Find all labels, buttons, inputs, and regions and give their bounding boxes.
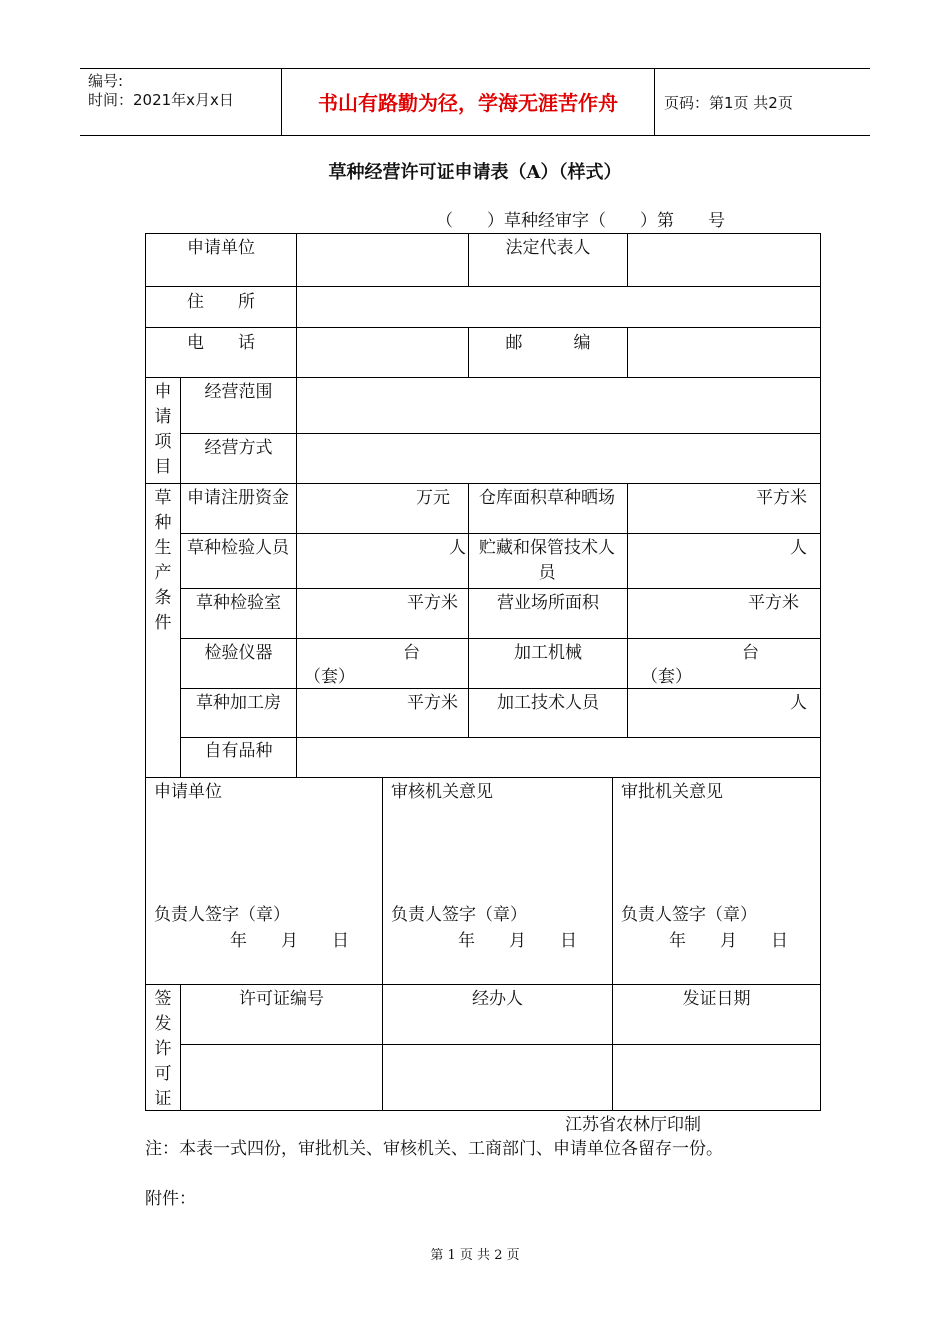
storage-staff-unit: 人 bbox=[790, 538, 807, 558]
own-varieties-label: 自有品种 bbox=[204, 741, 273, 761]
approval-date-line: 年 月 日 bbox=[669, 931, 788, 951]
handler-header: 经办人 bbox=[472, 989, 523, 1009]
opinion-approval-heading: 审批机关意见 bbox=[621, 782, 723, 802]
warehouse-label: 仓库面积草种晒场 bbox=[479, 488, 615, 508]
business-area-unit: 平方米 bbox=[748, 593, 799, 613]
form-note: 注：本表一式四份，审批机关、审核机关、工商部门、申请单位各留存一份。 bbox=[145, 1139, 723, 1159]
machinery-unit-suffix: （套） bbox=[641, 667, 692, 687]
storage-staff-label: 贮藏和保管技术人员 bbox=[479, 538, 615, 583]
capital-unit: 万元 bbox=[416, 488, 450, 508]
postcode-label: 邮 编 bbox=[505, 333, 591, 353]
machinery-unit: 台 bbox=[742, 643, 759, 663]
instruments-unit: 台 bbox=[403, 643, 420, 663]
review-signature-label: 负责人签字（章） bbox=[391, 905, 527, 925]
processing-staff-label: 加工技术人员 bbox=[497, 693, 599, 713]
business-scope-label: 经营范围 bbox=[204, 382, 273, 402]
instruments-label: 检验仪器 bbox=[204, 643, 273, 663]
warehouse-unit: 平方米 bbox=[756, 488, 807, 508]
approval-signature-label: 负责人签字（章） bbox=[621, 905, 757, 925]
serial-number-line: （ ）草种经审字（ ）第 号 bbox=[436, 211, 725, 231]
review-date-line: 年 月 日 bbox=[458, 931, 577, 951]
document-number-label: 编号: bbox=[88, 72, 124, 90]
capital-label: 申请注册资金 bbox=[187, 488, 289, 508]
processing-staff-unit: 人 bbox=[790, 693, 807, 713]
phone-label: 电 话 bbox=[187, 333, 255, 353]
page-footer: 第 1 页 共 2 页 bbox=[430, 1248, 520, 1263]
conditions-group-label: 草种生产条件 bbox=[154, 488, 172, 633]
page-info: 页码：第1页 共2页 bbox=[664, 94, 793, 112]
license-number-header: 许可证编号 bbox=[239, 989, 324, 1009]
address-label: 住 所 bbox=[187, 292, 255, 312]
applicant-label: 申请单位 bbox=[187, 238, 255, 258]
lab-unit: 平方米 bbox=[407, 593, 458, 613]
applicant-signature-label: 负责人签字（章） bbox=[154, 905, 290, 925]
machinery-label: 加工机械 bbox=[514, 643, 582, 663]
motto: 书山有路勤为径，学海无涯苦作舟 bbox=[318, 91, 618, 115]
lab-label: 草种检验室 bbox=[196, 593, 281, 613]
opinion-applicant-heading: 申请单位 bbox=[154, 782, 222, 802]
attachment-label: 附件： bbox=[145, 1189, 196, 1209]
inspectors-unit: 人 bbox=[449, 538, 466, 558]
business-area-label: 营业场所面积 bbox=[497, 593, 599, 613]
issue-date-header: 发证日期 bbox=[682, 989, 751, 1009]
processing-room-label: 草种加工房 bbox=[196, 693, 281, 713]
legal-representative-label: 法定代表人 bbox=[505, 238, 591, 258]
applicant-date-line: 年 月 日 bbox=[230, 931, 349, 951]
issuance-group-label: 签发许可证 bbox=[154, 989, 172, 1109]
opinion-review-heading: 审核机关意见 bbox=[391, 782, 493, 802]
processing-room-unit: 平方米 bbox=[407, 693, 458, 713]
instruments-unit-suffix: （套） bbox=[304, 667, 355, 687]
inspectors-label: 草种检验人员 bbox=[187, 538, 289, 558]
page-title: 草种经营许可证申请表（A）（样式） bbox=[328, 162, 622, 183]
document-time: 时间：2021年x月x日 bbox=[88, 91, 234, 109]
business-mode-label: 经营方式 bbox=[204, 438, 273, 458]
project-group-label: 申请项目 bbox=[154, 382, 172, 477]
printer-credit: 江苏省农林厅印制 bbox=[565, 1115, 701, 1135]
